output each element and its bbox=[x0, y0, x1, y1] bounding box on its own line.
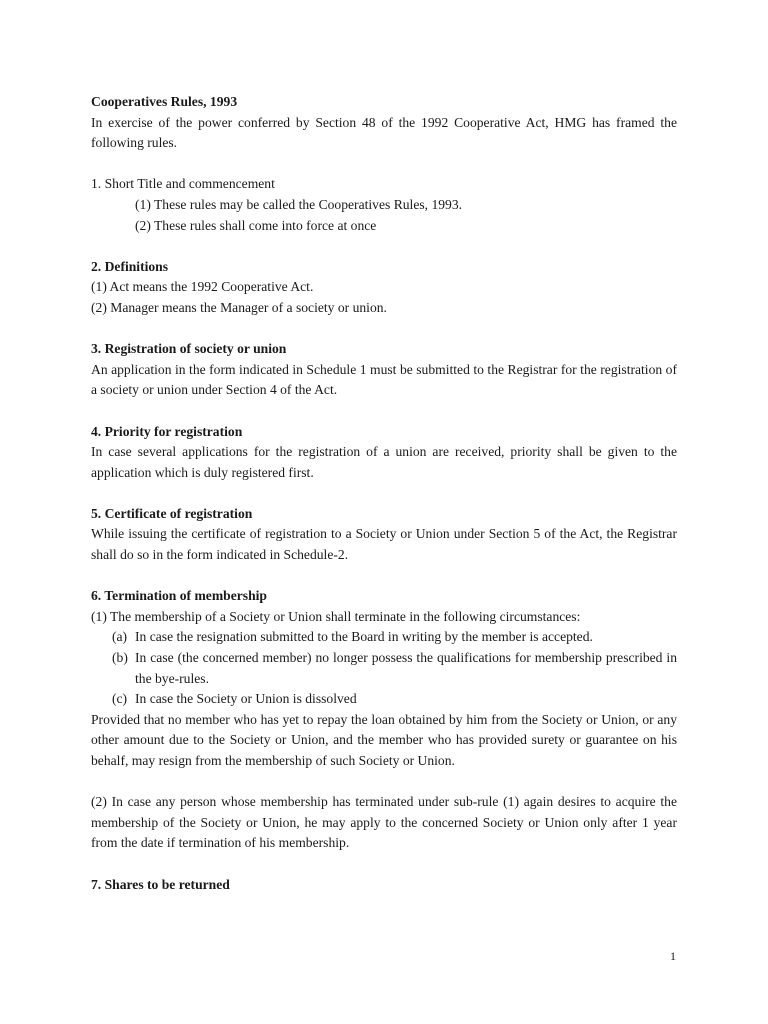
section-7-heading: 7. Shares to be returned bbox=[91, 876, 230, 892]
section-3-body: An application in the form indicated in Schedule 1 must be submitted to the Registrar for the registration of a society or union under Section 4 of the Act. bbox=[91, 361, 677, 398]
section-1-heading: 1. Short Title and commencement bbox=[91, 176, 275, 192]
document-body bbox=[91, 92, 677, 895]
section-1-item: (1) These rules may be called the Cooperatives Rules, 1993. bbox=[135, 196, 463, 212]
subitem-text: In case the Society or Union is dissolved bbox=[135, 691, 357, 707]
subitem-text: In case the resignation submitted to the Board in writing by the member is accepted. bbox=[135, 629, 593, 645]
section-6-subitem bbox=[91, 689, 677, 710]
section-2-heading: 2. Definitions bbox=[91, 258, 169, 274]
section-6-heading: 6. Termination of membership bbox=[91, 588, 267, 604]
section-4-heading: 4. Priority for registration bbox=[91, 423, 243, 439]
subitem-marker: (b) bbox=[112, 650, 128, 666]
section-6-subitem bbox=[91, 648, 677, 689]
page-number: 1 bbox=[670, 949, 676, 963]
intro-paragraph: In exercise of the power conferred by Section 48 of the 1992 Cooperative Act, HMG has framed the following rules. bbox=[91, 114, 677, 151]
subitem-marker: (c) bbox=[112, 691, 128, 707]
subitem-text: In case (the concerned member) no longer possess the qualifications for membership prescribed in the bye-rules. bbox=[135, 650, 677, 686]
section-4-body: In case several applications for the registration of a union are received, priority shall be given to the application which is duly registered first. bbox=[91, 444, 677, 480]
section-5-heading: 5. Certificate of registration bbox=[91, 505, 253, 521]
document-title: Cooperatives Rules, 1993 bbox=[91, 94, 238, 109]
section-6-proviso: Provided that no member who has yet to repay the loan obtained by him from the Society or Union, or any other amount due to the Society or Union, and the member who has provided surety or guarantee on his behalf, may resign from the membership of such Society or Union. bbox=[91, 711, 677, 768]
subitem-marker: (a) bbox=[112, 629, 128, 645]
section-6-subitem bbox=[91, 627, 677, 648]
section-2-item: (2) Manager means the Manager of a society or union. bbox=[91, 299, 387, 315]
section-5-body: While issuing the certificate of registration to a Society or Union under Section 5 of the Act, the Registrar shall do so in the form indicated in Schedule-2. bbox=[91, 526, 677, 563]
section-2-item: (1) Act means the 1992 Cooperative Act. bbox=[91, 279, 314, 295]
section-6-lead: (1) The membership of a Society or Union shall terminate in the following circumstances: bbox=[91, 608, 581, 624]
section-3-heading: 3. Registration of society or union bbox=[91, 341, 287, 357]
section-1-item: (2) These rules shall come into force at once bbox=[135, 217, 377, 233]
section-6-paragraph-2: (2) In case any person whose membership has terminated under sub-rule (1) again desires to acquire the membership of the Society or Union, he may apply to the concerned Society or Union only after 1 year from the date if termination of his membership. bbox=[91, 794, 677, 851]
